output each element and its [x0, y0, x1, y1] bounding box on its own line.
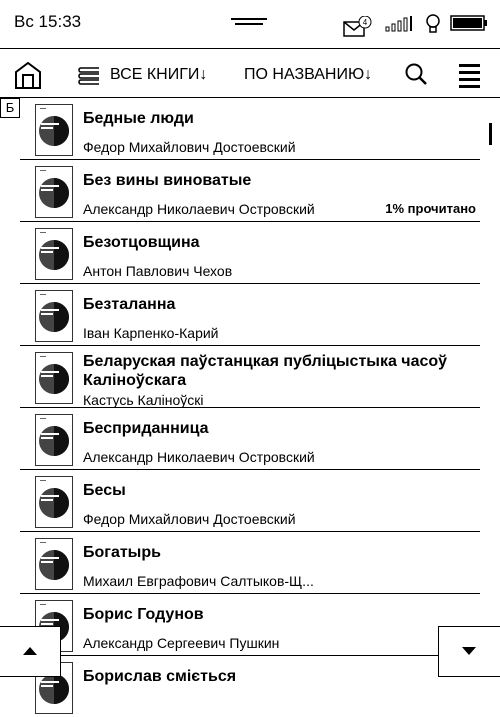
book-title: Без вины виноватые	[83, 172, 252, 189]
book-list	[0, 98, 500, 717]
book-cover	[35, 104, 73, 156]
books-stack-icon	[78, 64, 102, 86]
book-author: Александр Николаевич Островский	[83, 201, 315, 217]
section-letter: Б	[0, 98, 20, 118]
status-bar	[0, 0, 500, 48]
battery-icon	[450, 15, 488, 31]
book-author: Кастусь Каліноўскі	[83, 392, 204, 408]
book-cover	[35, 538, 73, 590]
wifi-signal-icon	[385, 16, 413, 32]
book-cover	[35, 228, 73, 280]
book-author: Іван Карпенко-Карий	[83, 325, 219, 341]
page-up-button[interactable]	[0, 626, 61, 677]
book-title: Борис Годунов	[83, 606, 204, 623]
home-icon[interactable]	[14, 61, 42, 89]
book-item[interactable]	[20, 98, 480, 160]
book-item[interactable]	[20, 470, 480, 532]
arrow-up-icon	[22, 646, 38, 656]
book-title: Бесы	[83, 482, 126, 499]
book-cover	[35, 166, 73, 218]
book-title: Бесприданница	[83, 420, 209, 437]
book-author: Антон Павлович Чехов	[83, 263, 233, 279]
book-item[interactable]	[20, 656, 480, 717]
menu-grip-icon[interactable]	[231, 18, 267, 28]
book-item[interactable]	[20, 284, 480, 346]
book-item[interactable]	[20, 532, 480, 594]
book-title: Беларуская паўстанцкая публіцыстыка часоў Каліноўскага	[83, 353, 448, 389]
library-filter-button[interactable]	[78, 61, 207, 89]
book-author: Федор Михайлович Достоевский	[83, 511, 296, 527]
book-item[interactable]	[20, 346, 480, 408]
search-icon[interactable]	[404, 62, 428, 86]
book-author: Александр Николаевич Островский	[83, 449, 315, 465]
book-title: Безотцовщина	[83, 234, 200, 251]
mail-count: 4	[362, 18, 368, 27]
book-author: Михаил Евграфович Салтыков-Щ...	[83, 573, 314, 589]
page-down-button[interactable]	[438, 626, 500, 677]
menu-icon[interactable]	[459, 64, 480, 92]
book-title: Бедные люди	[83, 110, 194, 127]
library-filter-label: ВСЕ КНИГИ↓	[110, 66, 208, 83]
book-item[interactable]	[20, 594, 480, 656]
frontlight-icon[interactable]	[425, 14, 441, 34]
book-cover	[35, 476, 73, 528]
arrow-down-icon	[461, 646, 477, 656]
sort-button[interactable]: ПО НАЗВАНИЮ↓	[244, 66, 373, 83]
book-title: Богатырь	[83, 544, 161, 561]
book-cover	[35, 352, 73, 404]
toolbar	[0, 48, 500, 98]
book-title: Борислав сміється	[83, 668, 237, 685]
book-item[interactable]	[20, 160, 480, 222]
book-item[interactable]	[20, 222, 480, 284]
book-cover	[35, 290, 73, 342]
book-cover	[35, 414, 73, 466]
book-author: Александр Сергеевич Пушкин	[83, 635, 280, 651]
book-item[interactable]	[20, 408, 480, 470]
reading-progress: 1% прочитано	[385, 201, 476, 216]
mail-icon[interactable]	[343, 16, 373, 38]
book-author: Федор Михайлович Достоевский	[83, 139, 296, 155]
clock: Вс 15:33	[14, 12, 82, 31]
book-title: Безталанна	[83, 296, 176, 313]
